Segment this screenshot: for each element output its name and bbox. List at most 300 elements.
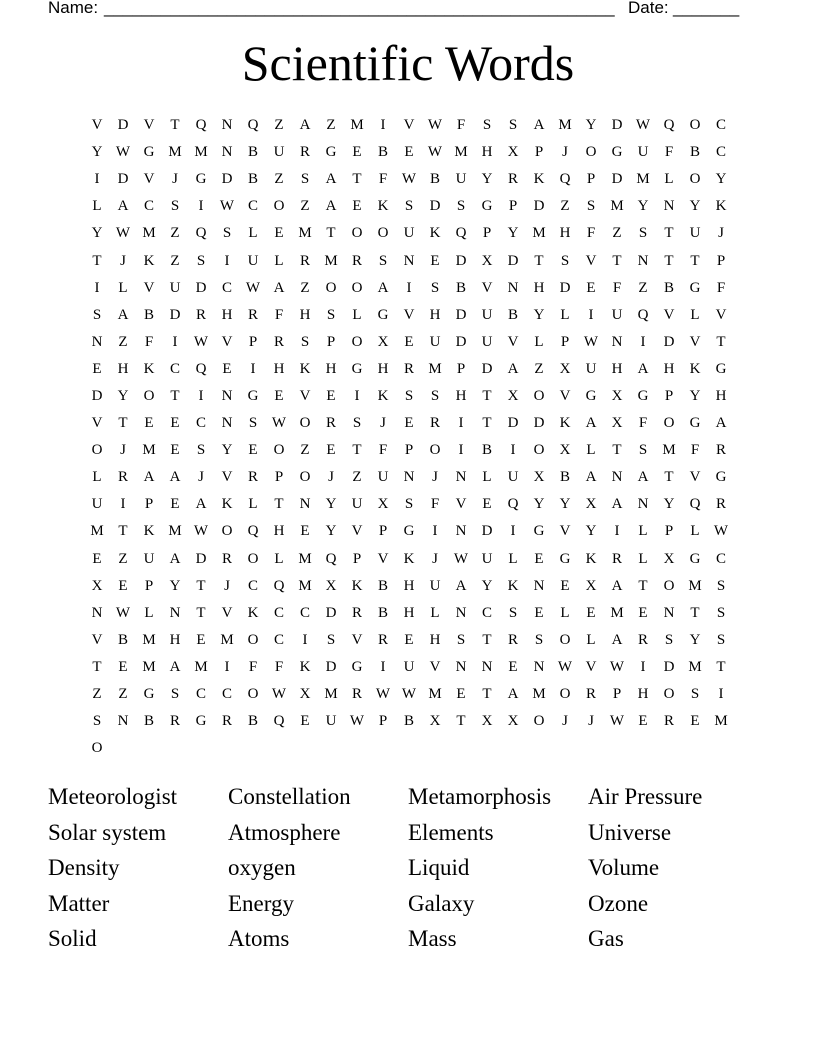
grid-letter[interactable]: Q: [325, 550, 337, 567]
grid-letter[interactable]: M: [168, 144, 182, 161]
grid-letter[interactable]: E: [456, 686, 466, 703]
grid-letter[interactable]: I: [250, 360, 256, 377]
grid-letter[interactable]: Q: [195, 225, 207, 242]
grid-letter[interactable]: V: [559, 523, 571, 540]
grid-letter[interactable]: J: [432, 550, 438, 567]
grid-letter[interactable]: D: [455, 252, 467, 269]
grid-letter[interactable]: U: [611, 306, 623, 323]
grid-letter[interactable]: V: [559, 387, 571, 404]
grid-letter[interactable]: Y: [637, 198, 649, 215]
grid-letter[interactable]: P: [248, 333, 258, 350]
grid-letter[interactable]: Q: [195, 360, 207, 377]
grid-letter[interactable]: R: [585, 686, 596, 703]
grid-letter[interactable]: F: [144, 333, 154, 350]
grid-letter[interactable]: A: [325, 198, 337, 215]
grid-letter[interactable]: T: [92, 252, 102, 269]
grid-letter[interactable]: O: [91, 740, 103, 757]
grid-letter[interactable]: F: [612, 279, 622, 296]
grid-letter[interactable]: A: [377, 279, 389, 296]
grid-letter[interactable]: N: [455, 658, 467, 675]
grid-letter[interactable]: Y: [689, 631, 701, 648]
grid-letter[interactable]: T: [612, 252, 622, 269]
grid-letter[interactable]: X: [611, 415, 623, 432]
grid-letter[interactable]: R: [351, 686, 362, 703]
grid-letter[interactable]: I: [406, 279, 412, 296]
grid-letter[interactable]: T: [664, 252, 674, 269]
grid-letter[interactable]: L: [586, 442, 596, 459]
grid-letter[interactable]: S: [456, 631, 466, 648]
grid-letter[interactable]: T: [456, 713, 466, 730]
grid-letter[interactable]: V: [663, 306, 675, 323]
grid-letter[interactable]: L: [664, 171, 674, 188]
grid-letter[interactable]: L: [638, 550, 648, 567]
grid-letter[interactable]: O: [663, 415, 675, 432]
grid-letter[interactable]: V: [455, 496, 467, 513]
grid-letter[interactable]: Q: [195, 117, 207, 134]
grid-letter[interactable]: E: [638, 713, 648, 730]
grid-letter[interactable]: E: [404, 144, 414, 161]
grid-letter[interactable]: S: [716, 604, 726, 621]
grid-letter[interactable]: U: [403, 225, 415, 242]
grid-letter[interactable]: K: [143, 360, 155, 377]
grid-letter[interactable]: H: [403, 604, 415, 621]
grid-letter[interactable]: Y: [689, 387, 701, 404]
grid-letter[interactable]: Z: [300, 279, 310, 296]
grid-letter[interactable]: W: [115, 144, 131, 161]
grid-letter[interactable]: L: [92, 198, 102, 215]
grid-letter[interactable]: K: [377, 387, 389, 404]
grid-letter[interactable]: C: [195, 686, 206, 703]
grid-letter[interactable]: P: [534, 144, 544, 161]
grid-letter[interactable]: T: [482, 686, 492, 703]
grid-letter[interactable]: P: [144, 496, 154, 513]
grid-letter[interactable]: T: [716, 333, 726, 350]
grid-letter[interactable]: S: [378, 252, 388, 269]
grid-letter[interactable]: X: [377, 496, 389, 513]
grid-letter[interactable]: E: [482, 496, 492, 513]
grid-letter[interactable]: G: [403, 523, 415, 540]
grid-letter[interactable]: B: [247, 713, 258, 730]
grid-letter[interactable]: H: [715, 387, 727, 404]
grid-letter[interactable]: Y: [481, 577, 493, 594]
grid-letter[interactable]: N: [221, 117, 233, 134]
grid-letter[interactable]: F: [664, 144, 674, 161]
grid-letter[interactable]: U: [481, 306, 493, 323]
grid-letter[interactable]: K: [429, 225, 441, 242]
grid-letter[interactable]: E: [404, 333, 414, 350]
grid-letter[interactable]: G: [377, 306, 389, 323]
grid-letter[interactable]: I: [198, 387, 204, 404]
grid-letter[interactable]: X: [559, 360, 571, 377]
grid-letter[interactable]: Y: [91, 225, 103, 242]
grid-letter[interactable]: A: [637, 469, 649, 486]
grid-letter[interactable]: M: [636, 171, 650, 188]
grid-letter[interactable]: X: [507, 144, 519, 161]
grid-letter[interactable]: Z: [352, 469, 362, 486]
grid-letter[interactable]: H: [377, 360, 389, 377]
grid-letter[interactable]: I: [510, 442, 516, 459]
grid-letter[interactable]: N: [455, 604, 467, 621]
grid-letter[interactable]: E: [404, 415, 414, 432]
grid-letter[interactable]: A: [715, 415, 727, 432]
grid-letter[interactable]: U: [325, 713, 337, 730]
grid-letter[interactable]: S: [560, 252, 570, 269]
grid-letter[interactable]: T: [638, 577, 648, 594]
grid-letter[interactable]: H: [117, 360, 129, 377]
grid-letter[interactable]: M: [662, 442, 676, 459]
grid-letter[interactable]: S: [196, 442, 206, 459]
grid-letter[interactable]: T: [352, 171, 362, 188]
grid-letter[interactable]: W: [427, 144, 443, 161]
grid-letter[interactable]: O: [299, 415, 311, 432]
grid-letter[interactable]: D: [195, 550, 207, 567]
grid-letter[interactable]: A: [299, 117, 311, 134]
grid-letter[interactable]: R: [429, 415, 440, 432]
grid-letter[interactable]: M: [298, 550, 312, 567]
grid-letter[interactable]: V: [481, 279, 493, 296]
grid-letter[interactable]: E: [92, 550, 102, 567]
grid-letter[interactable]: R: [117, 469, 128, 486]
grid-letter[interactable]: S: [404, 387, 414, 404]
grid-letter[interactable]: H: [325, 360, 337, 377]
grid-letter[interactable]: D: [663, 658, 675, 675]
grid-letter[interactable]: N: [403, 252, 415, 269]
grid-letter[interactable]: N: [663, 198, 675, 215]
grid-letter[interactable]: L: [430, 604, 440, 621]
grid-letter[interactable]: E: [690, 713, 700, 730]
grid-letter[interactable]: X: [429, 713, 441, 730]
grid-letter[interactable]: R: [273, 333, 284, 350]
grid-letter[interactable]: G: [611, 144, 623, 161]
grid-letter[interactable]: E: [144, 415, 154, 432]
grid-letter[interactable]: K: [299, 360, 311, 377]
grid-letter[interactable]: C: [715, 144, 726, 161]
grid-letter[interactable]: U: [273, 144, 285, 161]
grid-letter[interactable]: S: [638, 442, 648, 459]
grid-letter[interactable]: R: [221, 713, 232, 730]
grid-letter[interactable]: O: [143, 387, 155, 404]
grid-letter[interactable]: P: [404, 442, 414, 459]
grid-letter[interactable]: R: [507, 631, 518, 648]
grid-letter[interactable]: K: [143, 523, 155, 540]
grid-letter[interactable]: J: [172, 171, 178, 188]
grid-letter[interactable]: L: [274, 550, 284, 567]
grid-letter[interactable]: K: [559, 415, 571, 432]
grid-letter[interactable]: O: [689, 117, 701, 134]
grid-letter[interactable]: A: [637, 360, 649, 377]
grid-letter[interactable]: W: [349, 713, 365, 730]
grid-letter[interactable]: M: [688, 658, 702, 675]
grid-letter[interactable]: U: [403, 658, 415, 675]
grid-letter[interactable]: M: [610, 604, 624, 621]
grid-letter[interactable]: H: [273, 360, 285, 377]
grid-letter[interactable]: J: [328, 469, 334, 486]
grid-letter[interactable]: B: [247, 144, 258, 161]
grid-letter[interactable]: I: [640, 658, 646, 675]
grid-letter[interactable]: V: [403, 117, 415, 134]
grid-letter[interactable]: E: [118, 658, 128, 675]
grid-letter[interactable]: G: [247, 387, 259, 404]
grid-letter[interactable]: N: [455, 523, 467, 540]
grid-letter[interactable]: B: [403, 713, 414, 730]
grid-letter[interactable]: Y: [117, 387, 129, 404]
grid-letter[interactable]: C: [273, 604, 284, 621]
grid-letter[interactable]: B: [377, 144, 388, 161]
grid-letter[interactable]: T: [664, 469, 674, 486]
grid-letter[interactable]: A: [455, 577, 467, 594]
grid-letter[interactable]: G: [533, 523, 545, 540]
grid-letter[interactable]: S: [92, 713, 102, 730]
grid-letter[interactable]: F: [274, 306, 284, 323]
grid-letter[interactable]: O: [663, 577, 675, 594]
grid-letter[interactable]: G: [195, 171, 207, 188]
grid-letter[interactable]: E: [170, 415, 180, 432]
grid-letter[interactable]: U: [143, 550, 155, 567]
grid-letter[interactable]: I: [510, 523, 516, 540]
grid-letter[interactable]: Y: [559, 496, 571, 513]
grid-letter[interactable]: O: [247, 631, 259, 648]
grid-letter[interactable]: S: [248, 415, 258, 432]
grid-letter[interactable]: B: [559, 469, 570, 486]
grid-letter[interactable]: T: [326, 225, 336, 242]
grid-letter[interactable]: U: [481, 550, 493, 567]
grid-letter[interactable]: R: [403, 360, 414, 377]
grid-letter[interactable]: B: [377, 604, 388, 621]
grid-letter[interactable]: M: [194, 144, 208, 161]
grid-letter[interactable]: A: [169, 469, 181, 486]
grid-letter[interactable]: Y: [663, 496, 675, 513]
grid-letter[interactable]: E: [404, 631, 414, 648]
grid-letter[interactable]: V: [351, 631, 363, 648]
grid-letter[interactable]: Y: [91, 144, 103, 161]
grid-letter[interactable]: S: [92, 306, 102, 323]
grid-letter[interactable]: J: [588, 713, 594, 730]
grid-letter[interactable]: K: [715, 198, 727, 215]
grid-letter[interactable]: D: [91, 387, 103, 404]
grid-letter[interactable]: S: [638, 225, 648, 242]
grid-letter[interactable]: M: [142, 631, 156, 648]
grid-letter[interactable]: G: [689, 550, 701, 567]
grid-letter[interactable]: X: [507, 713, 519, 730]
grid-letter[interactable]: O: [559, 631, 571, 648]
grid-letter[interactable]: J: [120, 442, 126, 459]
grid-letter[interactable]: V: [377, 550, 389, 567]
grid-letter[interactable]: W: [245, 279, 261, 296]
grid-letter[interactable]: X: [533, 469, 545, 486]
grid-letter[interactable]: T: [274, 496, 284, 513]
grid-letter[interactable]: I: [172, 333, 178, 350]
grid-letter[interactable]: W: [453, 550, 469, 567]
grid-letter[interactable]: E: [586, 604, 596, 621]
grid-letter[interactable]: L: [586, 631, 596, 648]
grid-letter[interactable]: D: [455, 333, 467, 350]
grid-letter[interactable]: P: [560, 333, 570, 350]
grid-letter[interactable]: W: [115, 604, 131, 621]
grid-letter[interactable]: V: [143, 171, 155, 188]
grid-letter[interactable]: R: [715, 442, 726, 459]
grid-letter[interactable]: A: [611, 496, 623, 513]
grid-letter[interactable]: R: [247, 306, 258, 323]
grid-letter[interactable]: U: [377, 469, 389, 486]
grid-letter[interactable]: P: [716, 252, 726, 269]
grid-letter[interactable]: U: [429, 333, 441, 350]
grid-letter[interactable]: M: [220, 631, 234, 648]
grid-letter[interactable]: G: [637, 387, 649, 404]
grid-letter[interactable]: M: [558, 117, 572, 134]
grid-letter[interactable]: M: [168, 523, 182, 540]
grid-letter[interactable]: S: [586, 198, 596, 215]
grid-letter[interactable]: W: [375, 686, 391, 703]
grid-letter[interactable]: V: [689, 469, 701, 486]
grid-letter[interactable]: E: [92, 360, 102, 377]
grid-letter[interactable]: J: [380, 415, 386, 432]
grid-letter[interactable]: C: [481, 604, 492, 621]
grid-letter[interactable]: T: [716, 658, 726, 675]
grid-letter[interactable]: S: [456, 198, 466, 215]
grid-letter[interactable]: R: [299, 144, 310, 161]
grid-letter[interactable]: Y: [715, 171, 727, 188]
grid-letter[interactable]: K: [247, 604, 259, 621]
grid-letter[interactable]: W: [583, 333, 599, 350]
grid-letter[interactable]: R: [325, 415, 336, 432]
grid-letter[interactable]: G: [143, 144, 155, 161]
grid-letter[interactable]: L: [92, 469, 102, 486]
grid-letter[interactable]: C: [715, 117, 726, 134]
grid-letter[interactable]: C: [221, 279, 232, 296]
grid-letter[interactable]: S: [482, 117, 492, 134]
grid-letter[interactable]: A: [117, 198, 129, 215]
grid-letter[interactable]: T: [482, 415, 492, 432]
grid-letter[interactable]: J: [718, 225, 724, 242]
grid-letter[interactable]: K: [403, 550, 415, 567]
grid-letter[interactable]: L: [534, 333, 544, 350]
grid-letter[interactable]: N: [221, 387, 233, 404]
grid-letter[interactable]: S: [716, 577, 726, 594]
grid-letter[interactable]: U: [429, 577, 441, 594]
grid-letter[interactable]: X: [299, 686, 311, 703]
grid-letter[interactable]: F: [430, 496, 440, 513]
grid-letter[interactable]: S: [404, 198, 414, 215]
grid-letter[interactable]: Z: [118, 550, 128, 567]
grid-letter[interactable]: X: [507, 387, 519, 404]
grid-letter[interactable]: Q: [507, 496, 519, 513]
grid-letter[interactable]: Z: [638, 279, 648, 296]
grid-letter[interactable]: S: [326, 631, 336, 648]
grid-letter[interactable]: L: [690, 306, 700, 323]
grid-letter[interactable]: Y: [585, 523, 597, 540]
grid-letter[interactable]: K: [299, 658, 311, 675]
grid-letter[interactable]: O: [247, 550, 259, 567]
grid-letter[interactable]: Z: [170, 225, 180, 242]
grid-letter[interactable]: X: [611, 387, 623, 404]
grid-letter[interactable]: O: [663, 686, 675, 703]
grid-letter[interactable]: U: [169, 279, 181, 296]
grid-letter[interactable]: T: [482, 387, 492, 404]
grid-letter[interactable]: V: [507, 333, 519, 350]
grid-letter[interactable]: X: [585, 577, 597, 594]
grid-letter[interactable]: I: [224, 658, 230, 675]
grid-letter[interactable]: A: [325, 171, 337, 188]
grid-letter[interactable]: V: [585, 658, 597, 675]
grid-letter[interactable]: S: [300, 333, 310, 350]
grid-letter[interactable]: E: [274, 225, 284, 242]
grid-letter[interactable]: E: [638, 604, 648, 621]
grid-letter[interactable]: B: [143, 713, 154, 730]
grid-letter[interactable]: L: [248, 225, 258, 242]
grid-letter[interactable]: Y: [689, 198, 701, 215]
grid-letter[interactable]: M: [350, 117, 364, 134]
grid-letter[interactable]: E: [586, 279, 596, 296]
grid-letter[interactable]: E: [196, 631, 206, 648]
grid-letter[interactable]: M: [194, 658, 208, 675]
grid-letter[interactable]: B: [429, 171, 440, 188]
grid-letter[interactable]: X: [663, 550, 675, 567]
grid-letter[interactable]: G: [195, 713, 207, 730]
grid-letter[interactable]: U: [351, 496, 363, 513]
grid-letter[interactable]: O: [351, 225, 363, 242]
grid-letter[interactable]: L: [274, 252, 284, 269]
grid-letter[interactable]: D: [533, 198, 545, 215]
grid-letter[interactable]: H: [533, 279, 545, 296]
grid-letter[interactable]: N: [481, 658, 493, 675]
grid-letter[interactable]: D: [663, 333, 675, 350]
grid-letter[interactable]: W: [609, 658, 625, 675]
grid-letter[interactable]: R: [611, 550, 622, 567]
grid-letter[interactable]: Z: [612, 225, 622, 242]
grid-letter[interactable]: S: [196, 252, 206, 269]
grid-letter[interactable]: A: [169, 550, 181, 567]
grid-letter[interactable]: P: [664, 387, 674, 404]
grid-letter[interactable]: B: [663, 279, 674, 296]
grid-letter[interactable]: D: [611, 171, 623, 188]
grid-letter[interactable]: Z: [274, 117, 284, 134]
grid-letter[interactable]: L: [482, 469, 492, 486]
grid-letter[interactable]: I: [458, 442, 464, 459]
grid-letter[interactable]: I: [120, 496, 126, 513]
grid-letter[interactable]: M: [298, 225, 312, 242]
grid-letter[interactable]: S: [508, 117, 518, 134]
grid-letter[interactable]: Q: [663, 117, 675, 134]
grid-letter[interactable]: T: [690, 604, 700, 621]
grid-letter[interactable]: I: [198, 198, 204, 215]
grid-letter[interactable]: A: [273, 279, 285, 296]
grid-letter[interactable]: S: [430, 387, 440, 404]
grid-letter[interactable]: V: [715, 306, 727, 323]
grid-letter[interactable]: K: [221, 496, 233, 513]
grid-letter[interactable]: T: [118, 523, 128, 540]
grid-letter[interactable]: R: [377, 631, 388, 648]
grid-letter[interactable]: C: [143, 198, 154, 215]
grid-letter[interactable]: R: [247, 469, 258, 486]
grid-letter[interactable]: D: [195, 279, 207, 296]
grid-letter[interactable]: O: [273, 442, 285, 459]
grid-letter[interactable]: V: [221, 604, 233, 621]
grid-letter[interactable]: M: [532, 225, 546, 242]
grid-letter[interactable]: J: [120, 252, 126, 269]
grid-letter[interactable]: F: [586, 225, 596, 242]
grid-letter[interactable]: L: [144, 604, 154, 621]
grid-letter[interactable]: S: [222, 225, 232, 242]
grid-letter[interactable]: W: [401, 686, 417, 703]
grid-letter[interactable]: W: [115, 225, 131, 242]
grid-letter[interactable]: G: [689, 279, 701, 296]
grid-letter[interactable]: B: [455, 279, 466, 296]
grid-letter[interactable]: B: [143, 306, 154, 323]
grid-letter[interactable]: X: [481, 713, 493, 730]
grid-letter[interactable]: N: [611, 333, 623, 350]
grid-letter[interactable]: V: [143, 117, 155, 134]
date-field[interactable]: _______: [673, 0, 740, 17]
